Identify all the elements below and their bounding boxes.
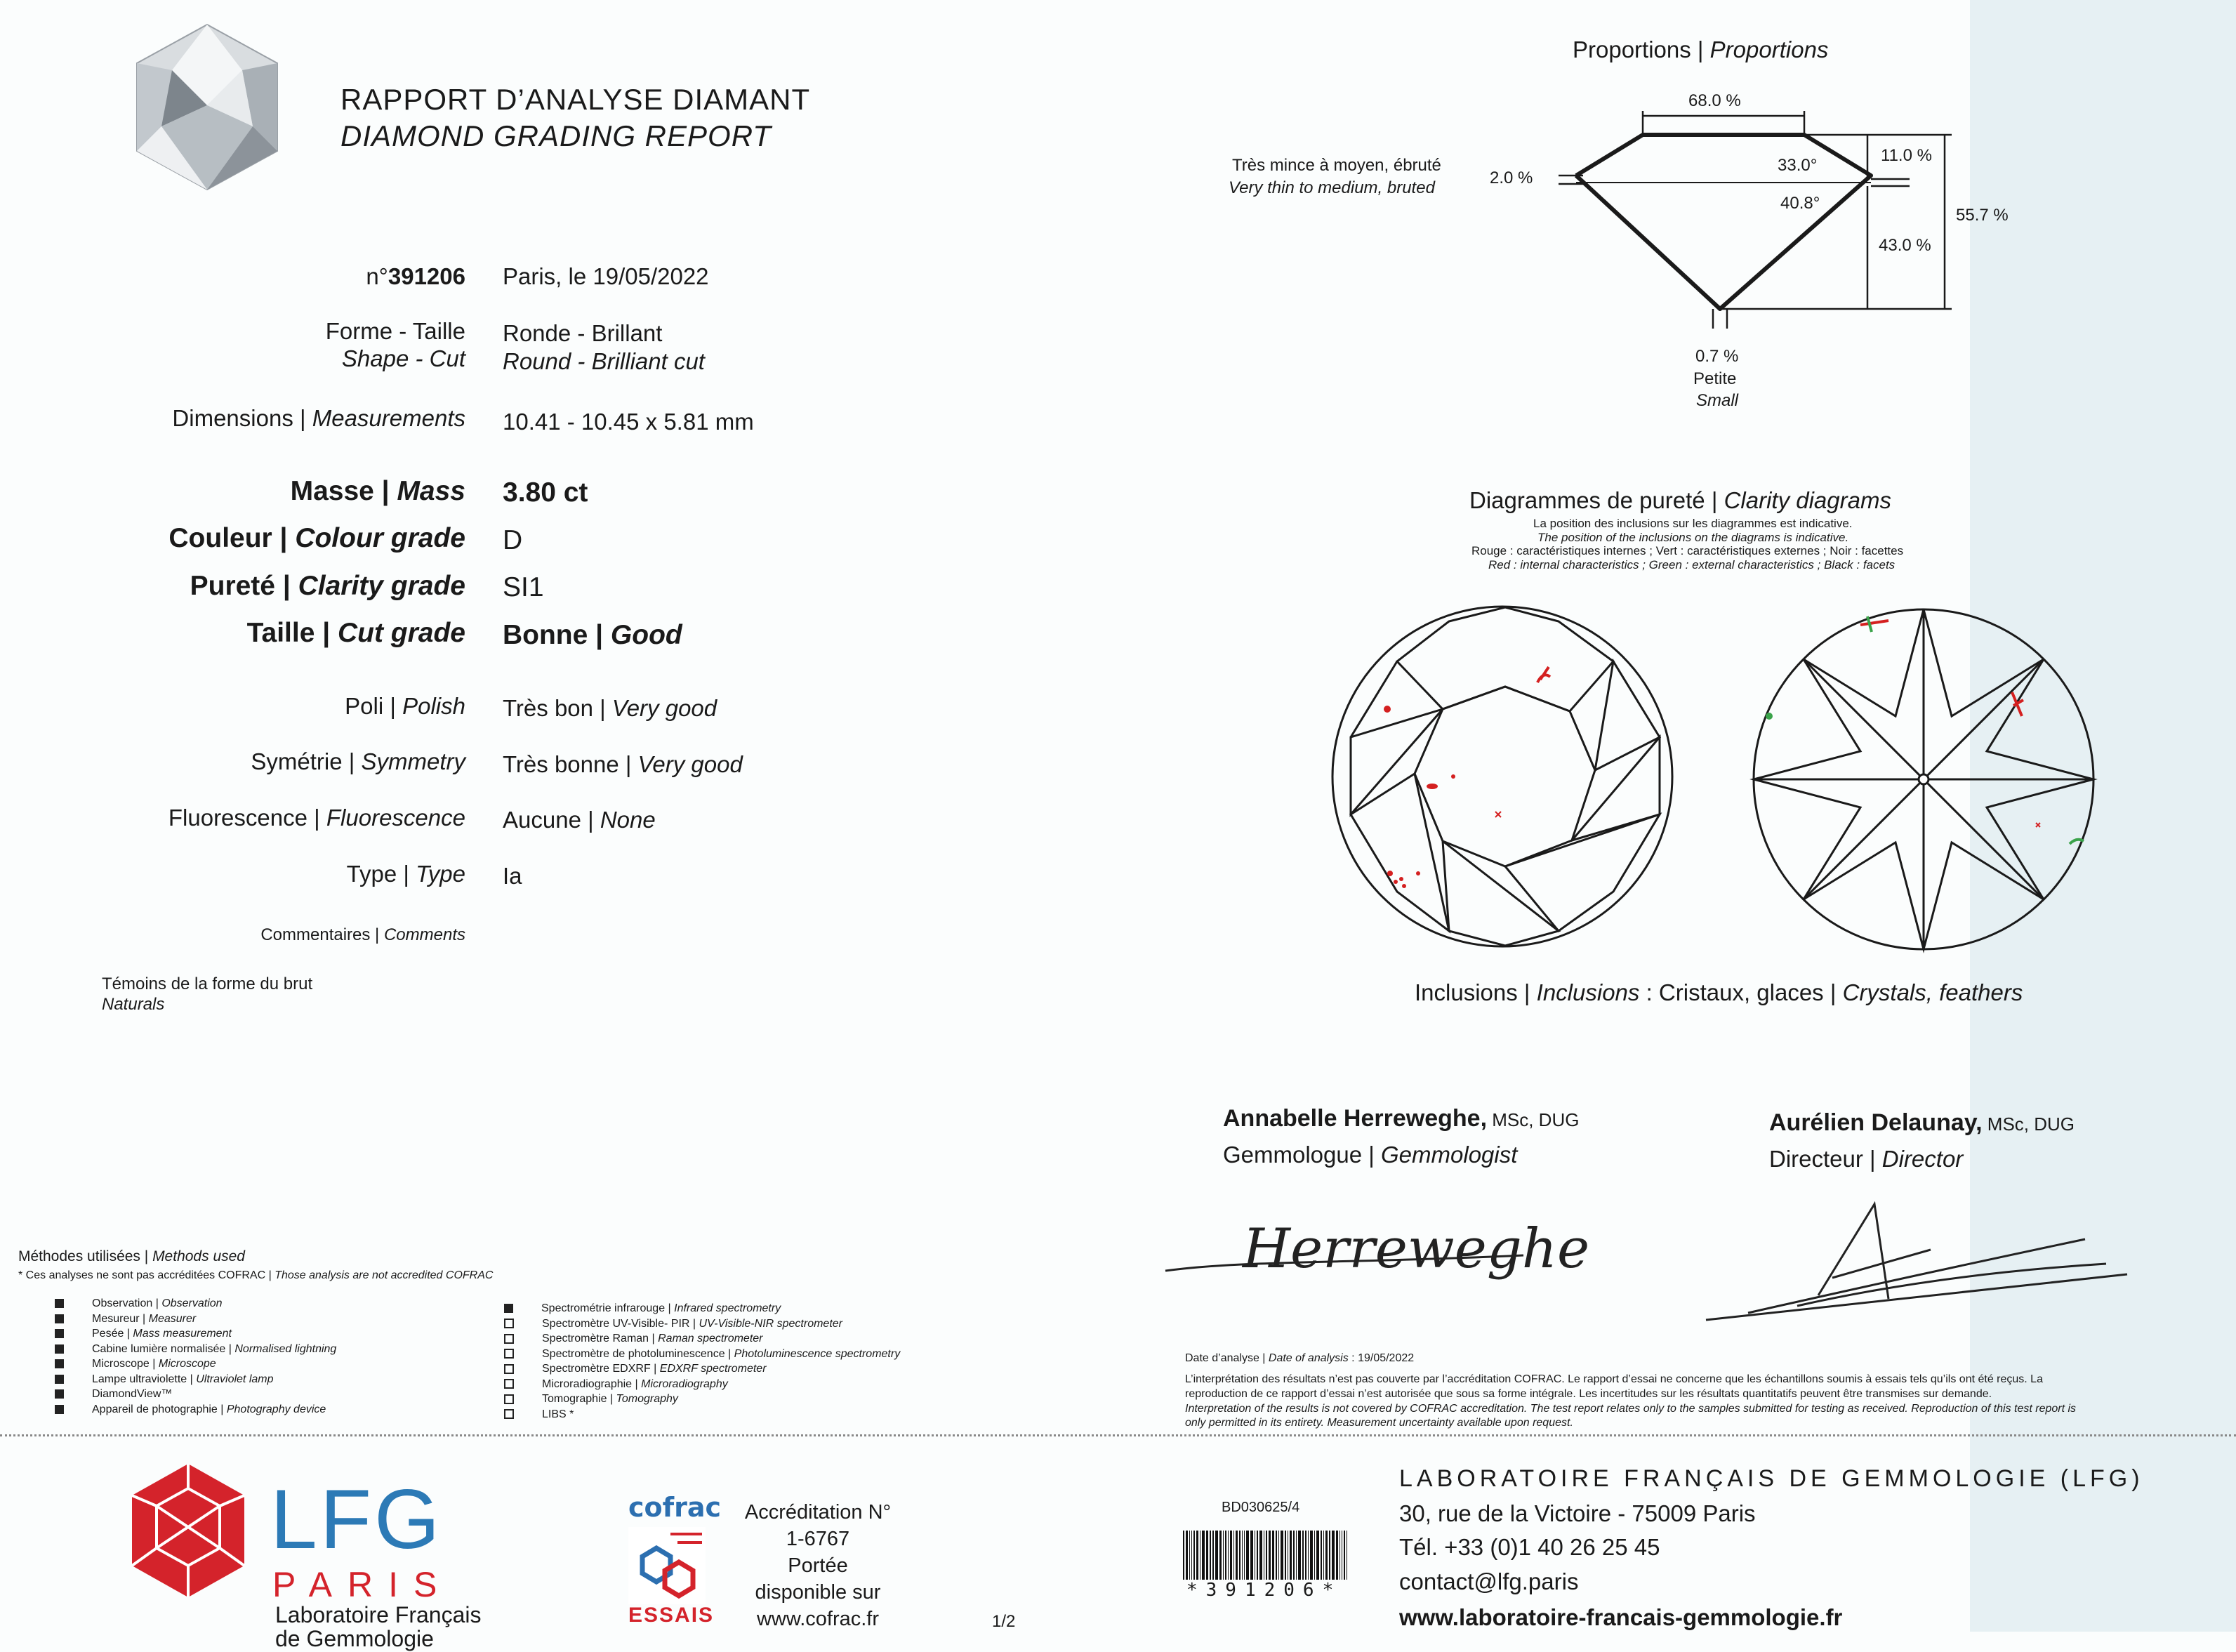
barcode-bar xyxy=(1321,1531,1322,1580)
diagram-note-fr: La position des inclusions sur les diagrammes est indicative. xyxy=(1533,517,1853,530)
method-label-fr: LIBS * xyxy=(542,1408,574,1420)
barcode-bar xyxy=(1305,1531,1306,1580)
method-label-fr: Mesureur | xyxy=(92,1312,149,1325)
diagram-legend-fr: Rouge : caractéristiques internes ; Vert : caractéristiques externes ; Noir : facettes xyxy=(1471,544,1904,557)
barcode-bar xyxy=(1325,1531,1328,1580)
barcode-bar xyxy=(1269,1531,1271,1580)
barcode-bar xyxy=(1196,1531,1198,1580)
method-item xyxy=(55,1343,336,1356)
checked-box-icon xyxy=(55,1314,64,1323)
clarity-label: Pureté | Clarity grade xyxy=(190,571,465,601)
page-number: 1/2 xyxy=(992,1612,1016,1631)
barcode-bar xyxy=(1329,1531,1330,1580)
legal-line-2: reproduction de ce rapport d’essai n’est autorisée que sous sa forme intégrale. Les incertitudes sur les résultats quantitatifs peuvent être transmises sur demande. xyxy=(1185,1388,1992,1400)
proportions-title: Proportions | Proportions xyxy=(1573,37,1829,62)
barcode-bar xyxy=(1244,1531,1245,1580)
colour-label: Couleur | Colour grade xyxy=(168,523,465,553)
symmetry-value: Très bonne | Very good xyxy=(503,751,743,777)
barcode-number: *391206* xyxy=(1186,1580,1342,1601)
lfg-paris: PARIS xyxy=(272,1565,453,1604)
method-item xyxy=(55,1313,196,1326)
accreditation-block: Accréditation N° 1-6767 Portée disponible sur www.cofrac.fr xyxy=(744,1501,892,1630)
diagram-legend-en: Red : internal characteristics ; Green : external characteristics ; Black : facets xyxy=(1488,558,1896,571)
report-title-en: DIAMOND GRADING REPORT xyxy=(340,119,772,152)
shape-value-en: Round - Brilliant cut xyxy=(503,348,705,374)
girdle-desc-fr: Très mince à moyen, ébruté xyxy=(1232,156,1441,175)
method-label-en: Ultraviolet lamp xyxy=(196,1373,274,1385)
barcode-bar xyxy=(1193,1531,1195,1580)
barcode-bar xyxy=(1246,1531,1249,1580)
method-item xyxy=(55,1297,223,1310)
empty-box-icon xyxy=(504,1349,514,1359)
method-label-fr: Tomographie | xyxy=(542,1393,616,1405)
method-label-fr: DiamondView™ xyxy=(92,1388,173,1400)
barcode-bar xyxy=(1290,1531,1292,1580)
method-item xyxy=(504,1302,781,1315)
barcode-bar xyxy=(1202,1531,1205,1580)
checked-box-icon xyxy=(55,1389,64,1399)
girdle-percent: 2.0 % xyxy=(1490,168,1533,187)
checked-box-icon xyxy=(55,1299,64,1308)
comments-label: Commentaires | Comments xyxy=(260,925,465,944)
polish-label: Poli | Polish xyxy=(345,693,465,719)
method-label-en: Microscope xyxy=(158,1358,216,1370)
checked-box-icon xyxy=(55,1344,64,1354)
method-label-fr: Spectromètre Raman | xyxy=(542,1333,659,1344)
checked-box-icon xyxy=(504,1304,513,1313)
diagram-note-en: The position of the inclusions on the diagrams is indicative. xyxy=(1537,531,1849,544)
empty-box-icon xyxy=(504,1379,514,1389)
signatory-right-role: Directeur | Director xyxy=(1769,1146,1964,1172)
lab-full-name: LABORATOIRE FRANÇAIS DE GEMMOLOGIE (LFG) xyxy=(1399,1465,2144,1492)
barcode-reference: BD030625/4 xyxy=(1222,1500,1300,1515)
method-item xyxy=(55,1373,274,1386)
diamond-logo-icon xyxy=(130,21,284,193)
barcode-bar xyxy=(1191,1531,1192,1580)
mass-value: 3.80 ct xyxy=(503,477,588,508)
method-label-en: Measurer xyxy=(148,1312,197,1325)
method-item xyxy=(504,1408,574,1421)
method-label-fr: Microscope | xyxy=(92,1358,159,1370)
method-label-fr: Lampe ultraviolette | xyxy=(92,1373,197,1385)
polish-value: Très bon | Very good xyxy=(503,695,717,721)
barcode-bar xyxy=(1266,1531,1267,1580)
empty-box-icon xyxy=(504,1319,514,1328)
barcode-bar xyxy=(1323,1531,1324,1580)
barcode-bar xyxy=(1189,1531,1190,1580)
barcode-bar xyxy=(1257,1531,1258,1580)
barcode-bar xyxy=(1242,1531,1243,1580)
barcode-bar xyxy=(1183,1531,1184,1580)
clarity-diagrams-title: Diagrammes de pureté | Clarity diagrams xyxy=(1469,487,1891,513)
barcode-bar xyxy=(1308,1531,1309,1580)
method-item xyxy=(55,1388,172,1401)
checked-box-icon xyxy=(55,1329,64,1338)
checked-box-icon xyxy=(55,1405,64,1414)
signatory-left-role: Gemmologue | Gemmologist xyxy=(1223,1142,1518,1168)
signatory-right-name: Aurélien Delaunay, MSc, DUG xyxy=(1769,1109,2075,1136)
empty-box-icon xyxy=(504,1394,514,1404)
lfg-lab-name-line2: de Gemmologie xyxy=(275,1626,434,1651)
method-item xyxy=(504,1363,767,1375)
barcode-bar xyxy=(1219,1531,1222,1580)
fluorescence-value: Aucune | None xyxy=(503,807,656,833)
cofrac-essais: ESSAIS xyxy=(628,1604,715,1627)
cofrac-logo-text: cofrac xyxy=(628,1492,722,1523)
inclusions-line: Inclusions | Inclusions : Cristaux, glaces | Crystals, feathers xyxy=(1415,979,2023,1005)
methods-title: Méthodes utilisées | Methods used xyxy=(18,1248,245,1264)
barcode-bar xyxy=(1272,1531,1274,1580)
barcode-bar xyxy=(1339,1531,1340,1580)
lfg-lab-name-line1: Laboratoire Français xyxy=(275,1602,482,1627)
barcode-bar xyxy=(1250,1531,1253,1580)
dimensions-label: Dimensions | Measurements xyxy=(172,405,465,431)
barcode-bar xyxy=(1210,1531,1211,1580)
barcode-bar xyxy=(1278,1531,1279,1580)
method-label-fr: Pesée | xyxy=(92,1328,133,1340)
method-label-en: Mass measurement xyxy=(133,1328,232,1340)
methods-note: * Ces analyses ne sont pas accréditées COFRAC | Those analysis are not accredited COFRAC xyxy=(18,1269,494,1281)
barcode-bar xyxy=(1215,1531,1218,1580)
pavilion-plot xyxy=(1754,609,2093,949)
lfg-red-gem-logo-icon xyxy=(125,1460,251,1601)
barcode-bar xyxy=(1281,1531,1283,1580)
method-label-en: Raman spectrometer xyxy=(658,1333,763,1344)
method-item xyxy=(55,1403,326,1416)
barcode-bar xyxy=(1223,1531,1224,1580)
signatory-left-name: Annabelle Herreweghe, MSc, DUG xyxy=(1223,1105,1580,1132)
analysis-date: Date d’analyse | Date of analysis : 19/05/2022 xyxy=(1185,1352,1415,1364)
legal-line-1: L’interprétation des résultats n’est pas couverte par l’accréditation COFRAC. Le rapport d’essai ne concerne que les échantillons soumis à essais tels qu’ils ont été reçus. La xyxy=(1185,1373,2043,1385)
barcode-bar xyxy=(1228,1531,1229,1580)
report-number-label: n°391206 xyxy=(366,263,465,289)
empty-box-icon xyxy=(504,1364,514,1374)
cut-value: Bonne | Good xyxy=(503,620,682,650)
barcode xyxy=(1183,1531,1351,1580)
barcode-bar xyxy=(1310,1531,1313,1580)
method-label-fr: Cabine lumière normalisée | xyxy=(92,1342,235,1355)
clarity-plots xyxy=(1327,604,2113,955)
mass-label: Masse | Mass xyxy=(290,476,465,506)
method-label-fr: Appareil de photographie | xyxy=(92,1403,227,1415)
lab-address: 30, rue de la Victoire - 75009 Paris xyxy=(1399,1500,1756,1526)
empty-box-icon xyxy=(504,1409,514,1419)
type-label: Type | Type xyxy=(346,861,465,887)
barcode-bar xyxy=(1344,1531,1345,1580)
empty-box-icon xyxy=(504,1334,514,1344)
pavilion-angle: 40.8° xyxy=(1780,194,1820,213)
shape-label-en: Shape - Cut xyxy=(341,345,465,371)
barcode-bar xyxy=(1298,1531,1301,1580)
lab-email[interactable]: contact@lfg.paris xyxy=(1399,1568,1579,1594)
footer-divider xyxy=(0,1434,2236,1436)
barcode-bar xyxy=(1293,1531,1295,1580)
method-label-en: Microradiography xyxy=(641,1377,728,1390)
method-label-en: Infrared spectrometry xyxy=(674,1302,781,1314)
method-item xyxy=(504,1378,728,1391)
barcode-bar xyxy=(1314,1531,1315,1580)
method-label-fr: Spectromètre de photoluminescence | xyxy=(542,1347,734,1360)
crown-height-percent: 11.0 % xyxy=(1881,146,1932,165)
total-depth-percent: 55.7 % xyxy=(1956,206,2009,225)
colour-value: D xyxy=(503,525,523,555)
lab-phone: Tél. +33 (0)1 40 26 25 45 xyxy=(1399,1534,1660,1560)
svg-text:Herreweghe: Herreweghe xyxy=(1243,1217,1590,1281)
method-item xyxy=(504,1348,900,1361)
legal-line-3: Interpretation of the results is not covered by COFRAC accreditation. The test report relates only to the samples submitted for testing as received. Reproduction of this test report is xyxy=(1185,1403,2077,1415)
clarity-value: SI1 xyxy=(503,572,544,602)
barcode-bar xyxy=(1302,1531,1304,1580)
legal-line-4: only permitted in its entirety. Measurement uncertainty available upon request. xyxy=(1185,1417,1573,1429)
barcode-bar xyxy=(1332,1531,1335,1580)
lfg-wordmark: LFG xyxy=(270,1472,443,1566)
method-item xyxy=(504,1333,763,1345)
method-label-en: UV-Visible-NIR spectrometer xyxy=(699,1317,842,1330)
checked-box-icon xyxy=(55,1375,64,1384)
culet-percent: 0.7 % xyxy=(1695,347,1739,366)
method-label-fr: Microradiographie | xyxy=(542,1377,642,1390)
barcode-bar xyxy=(1212,1531,1214,1580)
barcode-bar xyxy=(1336,1531,1338,1580)
signature-left-image xyxy=(1158,1194,1590,1306)
lab-website[interactable]: www.laboratoire-francais-gemmologie.fr xyxy=(1399,1604,1843,1630)
culet-desc-fr: Petite xyxy=(1693,369,1737,388)
method-item xyxy=(55,1328,232,1340)
culet-desc-en: Small xyxy=(1696,391,1739,410)
method-label-fr: Spectromètre UV-Visible- PIR | xyxy=(542,1317,699,1330)
shape-label-fr: Forme - Taille xyxy=(325,318,465,344)
barcode-bar xyxy=(1225,1531,1226,1580)
report-title-fr: RAPPORT D’ANALYSE DIAMANT xyxy=(340,83,811,116)
fluorescence-label: Fluorescence | Fluorescence xyxy=(168,805,465,831)
method-item xyxy=(55,1358,216,1370)
barcode-bar xyxy=(1236,1531,1238,1580)
checked-box-icon xyxy=(55,1359,64,1368)
crown-plot xyxy=(1332,607,1672,946)
method-label-en: Tomography xyxy=(616,1393,678,1405)
method-label-fr: Observation | xyxy=(92,1297,162,1309)
method-label-en: Normalised lightning xyxy=(234,1342,337,1355)
barcode-bar xyxy=(1259,1531,1262,1580)
barcode-bar xyxy=(1316,1531,1319,1580)
method-label-fr: Spectrométrie infrarouge | xyxy=(541,1302,675,1314)
barcode-bar xyxy=(1276,1531,1277,1580)
method-item xyxy=(504,1393,678,1406)
method-label-en: EDXRF spectrometer xyxy=(659,1363,767,1375)
barcode-bar xyxy=(1186,1531,1188,1580)
cofrac-logo-icon xyxy=(628,1527,706,1604)
method-label-fr: Spectromètre EDXRF | xyxy=(542,1363,660,1375)
barcode-bar xyxy=(1239,1531,1241,1580)
naturals-comment-fr: Témoins de la forme du brut xyxy=(102,974,313,993)
signature-right-image xyxy=(1692,1194,2141,1334)
method-item xyxy=(504,1318,842,1330)
barcode-bar xyxy=(1230,1531,1232,1580)
shape-value-fr: Ronde - Brillant xyxy=(503,320,663,346)
method-label-en: Photoluminescence spectrometry xyxy=(734,1347,901,1360)
table-percent: 68.0 % xyxy=(1688,91,1741,110)
method-label-en: Observation xyxy=(161,1297,223,1309)
type-value: Ia xyxy=(503,863,522,889)
barcode-bar xyxy=(1206,1531,1208,1580)
barcode-bar xyxy=(1296,1531,1297,1580)
barcode-bar xyxy=(1285,1531,1286,1580)
girdle-desc-en: Very thin to medium, bruted xyxy=(1229,178,1435,197)
cut-label: Taille | Cut grade xyxy=(246,618,465,648)
dimensions-value: 10.41 - 10.45 x 5.81 mm xyxy=(503,409,754,435)
naturals-comment-en: Naturals xyxy=(102,995,165,1014)
report-place-date: Paris, le 19/05/2022 xyxy=(503,263,709,289)
crown-angle: 33.0° xyxy=(1778,156,1818,175)
method-label-en: Photography device xyxy=(226,1403,326,1415)
barcode-bar xyxy=(1233,1531,1234,1580)
symmetry-label: Symétrie | Symmetry xyxy=(251,748,465,774)
pavilion-depth-percent: 43.0 % xyxy=(1879,236,1931,255)
